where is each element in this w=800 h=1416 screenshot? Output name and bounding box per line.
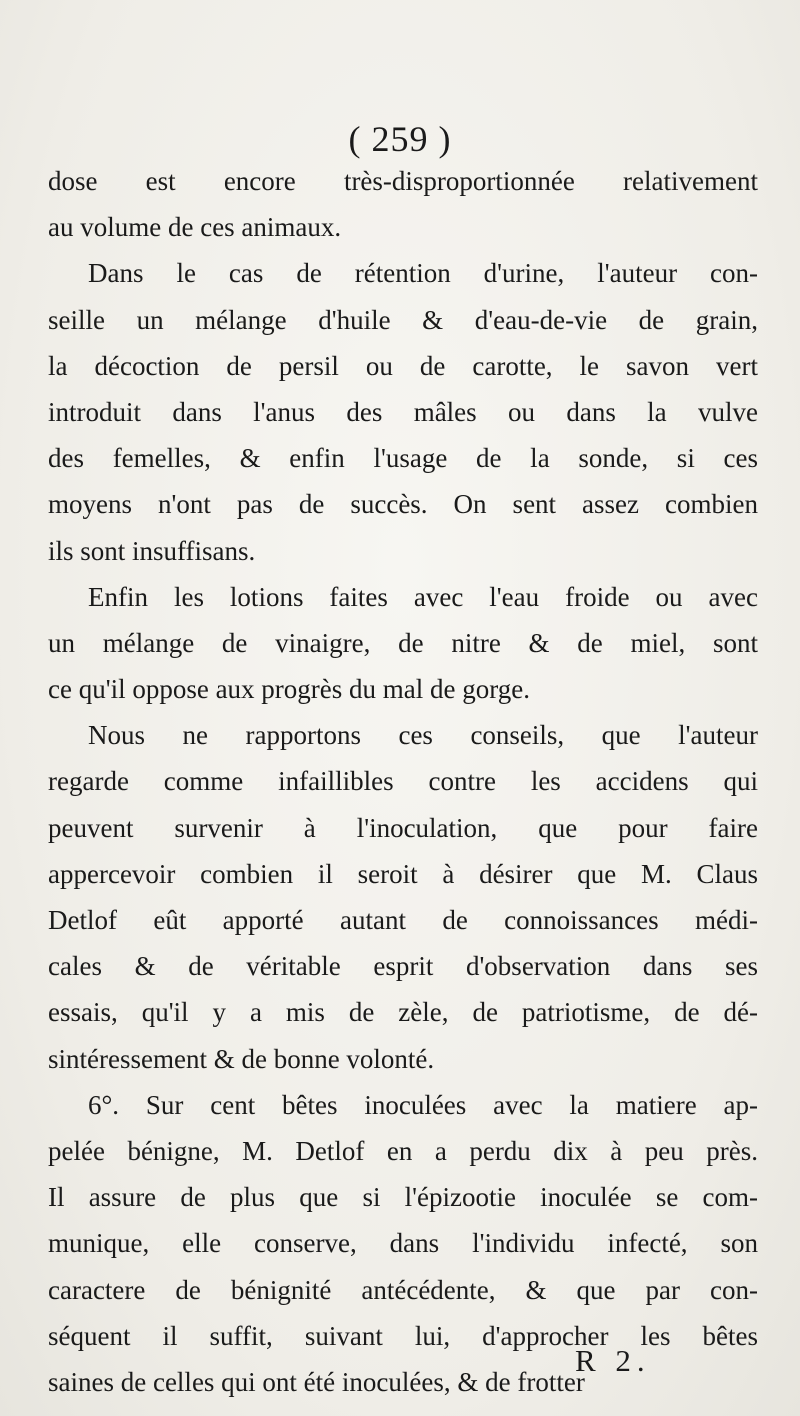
text-line: au volume de ces animaux. <box>48 212 342 243</box>
text-line: seille un mélange d'huile & d'eau-de-vie de grain, <box>48 304 758 335</box>
text-line: cales & de véritable esprit d'observation dans ses <box>48 951 758 982</box>
text-line: munique, elle conserve, dans l'individu infecté, son <box>48 1228 758 1259</box>
text-line: sintéressement & de bonne volonté. <box>48 1043 435 1074</box>
paragraph <box>48 712 758 1082</box>
text-line: appercevoir combien il seroit à désirer que M. Claus <box>48 858 758 889</box>
text-line: la décoction de persil ou de carotte, le savon vert <box>48 350 758 381</box>
text-line: Nous ne rapportons ces conseils, que l'auteur <box>88 720 758 751</box>
page-number: ( 259 ) <box>348 119 452 159</box>
text-line: Il assure de plus que si l'épizootie inoculée se com- <box>48 1182 758 1213</box>
text-line: essais, qu'il y a mis de zèle, de patriotisme, de dé- <box>48 997 758 1028</box>
text-line: saines de celles qui ont été inoculées, & de frotter <box>48 1366 585 1397</box>
text-line: regarde comme infaillibles contre les accidens qui <box>48 766 758 797</box>
text-line: Dans le cas de rétention d'urine, l'auteur con- <box>88 258 758 289</box>
text-line: Enfin les lotions faites avec l'eau froide ou avec <box>88 581 758 612</box>
text-line: ils sont insuffisans. <box>48 535 256 566</box>
paragraph <box>48 158 758 250</box>
text-line: moyens n'ont pas de succès. On sent assez combien <box>48 489 758 520</box>
body-text <box>48 158 758 1405</box>
text-line: ce qu'il oppose aux progrès du mal de gorge. <box>48 674 530 705</box>
text-line: dose est encore très-disproportionnée relativement <box>48 166 758 196</box>
text-line: caractere de bénignité antécédente, & que par con- <box>48 1274 758 1305</box>
text-line: séquent il suffit, suivant lui, d'approcher les bêtes <box>48 1320 758 1351</box>
text-line: un mélange de vinaigre, de nitre & de miel, sont <box>48 627 758 658</box>
text-line: peuvent survenir à l'inoculation, que pour faire <box>48 812 758 843</box>
signature-mark: R 2. <box>575 1343 651 1378</box>
paragraph <box>48 574 758 713</box>
paragraph <box>48 250 758 573</box>
text-line: 6°. Sur cent bêtes inoculées avec la matiere ap- <box>88 1089 758 1120</box>
text-line: introduit dans l'anus des mâles ou dans la vulve <box>48 396 758 427</box>
text-line: des femelles, & enfin l'usage de la sonde, si ces <box>48 443 758 474</box>
paragraph <box>48 1082 758 1405</box>
text-line: pelée bénigne, M. Detlof en a perdu dix à peu près. <box>48 1135 758 1166</box>
text-line: Detlof eût apporté autant de connoissances médi- <box>48 905 758 935</box>
